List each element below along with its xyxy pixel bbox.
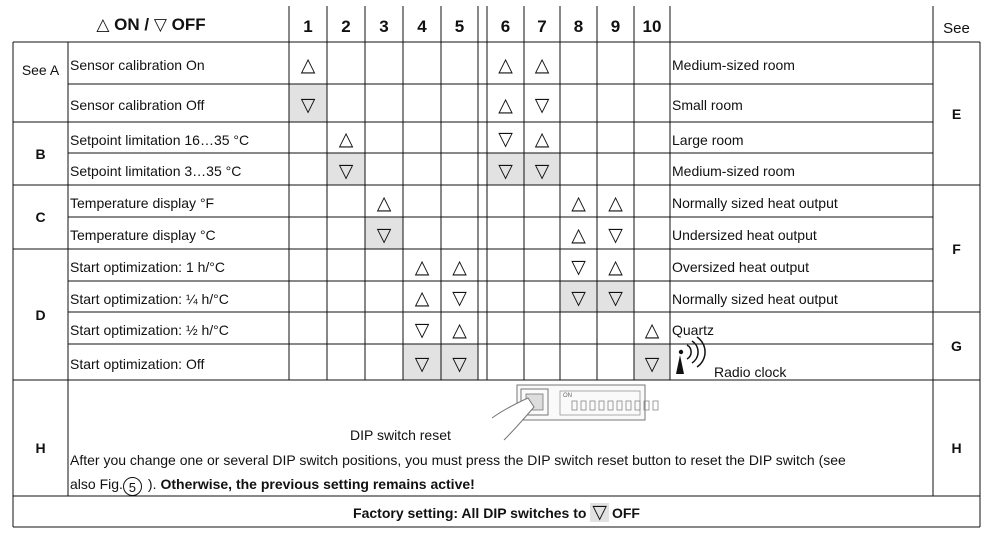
switch-on-symbol: △: [534, 129, 550, 150]
row-label: Sensor calibration On: [70, 57, 205, 73]
switch-off-symbol: ▽: [571, 256, 586, 278]
row-label: Sensor calibration Off: [70, 97, 205, 113]
switch-on-symbol: △: [452, 256, 467, 278]
group-right-2: G: [951, 338, 962, 354]
switch-on-symbol: △: [414, 288, 430, 309]
switch-on-symbol: △: [300, 54, 316, 76]
figure-on-label: ON: [563, 393, 572, 399]
switch-off-symbol: ▽: [452, 353, 467, 375]
switch-on-symbol: △: [498, 54, 513, 76]
switch-off-symbol: ▽: [608, 288, 623, 309]
row-label: Temperature display °C: [70, 227, 216, 243]
switch-on-symbol: △: [571, 224, 586, 246]
switch-on-symbol: △: [644, 319, 660, 341]
group-left-3: D: [35, 306, 46, 323]
row-label: Temperature display °F: [70, 195, 215, 211]
option-label: Normally sized heat output: [672, 195, 838, 211]
switch-number-4: 4: [417, 16, 427, 36]
group-left-h: H: [35, 440, 46, 456]
switch-number-1: 1: [303, 16, 313, 36]
reset-note-line2: [70, 474, 475, 496]
option-label: Oversized heat output: [672, 259, 809, 275]
option-label: Medium-sized room: [672, 57, 795, 73]
row-label: Start optimization: ¼ h/°C: [70, 290, 229, 307]
note-close: ).: [147, 476, 157, 492]
option-label: Normally sized heat output: [672, 290, 838, 307]
see-header: See: [943, 19, 970, 37]
on-off-header: △ ON / ▽ OFF: [96, 14, 206, 34]
switch-off-symbol: ▽: [534, 94, 550, 116]
figure-caption: DIP switch reset: [350, 427, 451, 443]
switch-on-symbol: △: [452, 319, 467, 341]
group-right-h: H: [951, 440, 962, 456]
row-label: Start optimization: 1 h/°C: [70, 259, 225, 275]
row-label: Setpoint limitation 16…35 °C: [70, 131, 250, 148]
group-right-0: E: [951, 105, 962, 122]
figure-number-badge: 5: [123, 477, 142, 496]
switch-off-symbol: ▽: [300, 94, 316, 116]
switch-number-6: 6: [500, 16, 511, 36]
switch-number-5: 5: [454, 16, 465, 36]
option-label: Medium-sized room: [672, 163, 795, 179]
group-right-1: F: [952, 240, 961, 257]
note-warning: Otherwise, the previous setting remains active!: [160, 476, 475, 492]
switch-on-symbol: △: [376, 192, 392, 214]
switch-on-symbol: △: [608, 256, 623, 278]
switch-on-symbol: △: [414, 256, 430, 278]
switch-number-7: 7: [537, 16, 547, 36]
footer-off: OFF: [611, 504, 640, 521]
switch-off-symbol: ▽: [571, 288, 586, 309]
switch-on-symbol: △: [534, 54, 550, 76]
row-label: Setpoint limitation 3…35 °C: [70, 163, 242, 179]
option-label: Quartz: [672, 322, 715, 338]
group-left-1: B: [35, 145, 46, 162]
note-also-fig: also Fig.: [70, 476, 123, 492]
row-label: Start optimization: ½ h/°C: [70, 322, 229, 338]
switch-off-symbol: ▽: [534, 160, 550, 182]
switch-off-symbol: ▽: [498, 129, 513, 150]
switch-off-symbol: ▽: [376, 224, 392, 246]
footer-text: Factory setting: All DIP switches to: [353, 504, 591, 521]
group-left-0: See A: [21, 62, 60, 78]
group-left-2: C: [35, 209, 46, 225]
switch-number-9: 9: [610, 16, 621, 36]
reset-note-line1: After you change one or several DIP switch positions, you must press the DIP switch reset button to reset the DIP switch (see: [70, 452, 846, 468]
switch-off-symbol: ▽: [338, 160, 354, 182]
switch-number-3: 3: [379, 16, 389, 36]
switch-number-10: 10: [642, 16, 662, 36]
factory-setting-footer: [13, 497, 980, 528]
switch-off-symbol: ▽: [414, 353, 430, 375]
switch-number-8: 8: [573, 16, 584, 36]
switch-off-symbol: ▽: [498, 160, 513, 182]
footer-off-symbol: ▽: [592, 502, 607, 523]
option-label: Large room: [672, 131, 744, 148]
row-label: Start optimization: Off: [70, 356, 205, 372]
switch-on-symbol: △: [338, 129, 354, 150]
switch-off-symbol: ▽: [452, 288, 467, 309]
switch-off-symbol: ▽: [608, 224, 623, 246]
switch-on-symbol: △: [608, 192, 623, 214]
option-label: Small room: [672, 97, 743, 113]
radio-clock-label: Radio clock: [714, 364, 787, 380]
switch-off-symbol: ▽: [414, 319, 430, 341]
option-label: Undersized heat output: [672, 227, 817, 243]
switch-on-symbol: △: [498, 94, 513, 116]
switch-number-2: 2: [341, 16, 351, 36]
switch-off-symbol: ▽: [644, 353, 660, 375]
switch-on-symbol: △: [571, 192, 586, 214]
